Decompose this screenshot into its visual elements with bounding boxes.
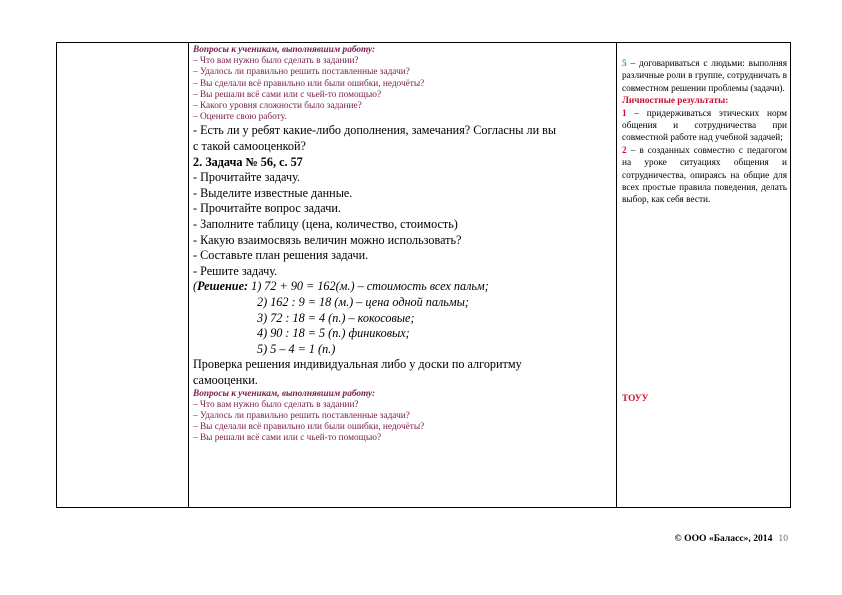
result-text: – придерживаться этических норм общения и сотрудничества при совместной работе над учебной задачей; bbox=[622, 108, 787, 144]
discussion-line: - Есть ли у ребят какие-либо дополнения, замечания? Согласны ли вы bbox=[193, 123, 557, 138]
discussion-line: с такой самооценкой? bbox=[193, 139, 306, 154]
questions-header: Вопросы к ученикам, выполнявшим работу: bbox=[193, 45, 376, 55]
question-item: – Оцените свою работу. bbox=[193, 112, 287, 123]
result-number: 1 bbox=[622, 108, 627, 119]
result-item bbox=[622, 58, 787, 95]
solution-step: 2) 162 : 9 = 18 (м.) – цена одной пальмы; bbox=[257, 294, 469, 309]
step-item: - Составьте план решения задачи. bbox=[193, 248, 369, 263]
question-item: – Вы решали всё сами или с чьей-то помощью? bbox=[193, 433, 382, 444]
solution-step: 3) 72 : 18 = 4 (п.) – кокосовые; bbox=[257, 310, 415, 325]
result-number: 2 bbox=[622, 145, 627, 156]
solution-step: 5) 5 – 4 = 1 (п.) bbox=[257, 341, 336, 356]
step-item: - Решите задачу. bbox=[193, 263, 278, 278]
question-item: – Какого уровня сложности было задание? bbox=[193, 101, 362, 112]
task-title: 2. Задача № 56, с. 57 bbox=[193, 154, 303, 169]
middle-column bbox=[188, 43, 617, 507]
lesson-table bbox=[56, 42, 791, 508]
copyright: © ООО «Баласс», 2014 bbox=[674, 533, 773, 544]
step-item: - Заполните таблицу (цена, количество, стоимость) bbox=[193, 216, 458, 231]
check-line: самооценки. bbox=[193, 372, 258, 387]
result-item bbox=[622, 108, 787, 145]
question-item: – Вы сделали всё правильно или были ошибки, недочёты? bbox=[193, 78, 425, 89]
right-column bbox=[617, 43, 792, 507]
solution-step: 4) 90 : 18 = 5 (п.) финиковых; bbox=[257, 326, 410, 341]
question-item: – Что вам нужно было сделать в задании? bbox=[193, 56, 359, 67]
question-item: – Вы сделали всё правильно или были ошибки, недочёты? bbox=[193, 422, 425, 433]
step-item: - Какую взаимосвязь величин можно использовать? bbox=[193, 232, 462, 247]
question-item: – Удалось ли правильно решить поставленные задачи? bbox=[193, 67, 410, 78]
page-footer bbox=[560, 533, 788, 544]
left-column bbox=[57, 43, 189, 507]
touu-label: ТОУУ bbox=[622, 394, 649, 404]
step-item: - Прочитайте задачу. bbox=[193, 170, 301, 185]
solution-step: 1) 72 + 90 = 162(м.) – стоимость всех пальм; bbox=[251, 279, 489, 294]
result-number: 5 bbox=[622, 59, 627, 69]
solution-prefix: Решение: bbox=[197, 279, 252, 294]
question-item: – Вы решали всё сами или с чьей-то помощью? bbox=[193, 89, 382, 100]
check-line: Проверка решения индивидуальная либо у доски по алгоритму bbox=[193, 357, 522, 372]
result-text: – договариваться с людьми: выполняя различные роли в группе, сотрудничать в совместном решении проблемы (задачи). bbox=[622, 59, 787, 94]
question-item: – Что вам нужно было сделать в задании? bbox=[193, 399, 359, 410]
result-item bbox=[622, 145, 787, 207]
personal-results-title: Личностные результаты: bbox=[622, 96, 729, 107]
solution-line: (Решение: 1) 72 + 90 = 162(м.) – стоимость всех пальм; bbox=[193, 279, 489, 294]
page-number: 10 bbox=[778, 533, 788, 544]
step-item: - Выделите известные данные. bbox=[193, 185, 353, 200]
step-item: - Прочитайте вопрос задачи. bbox=[193, 201, 341, 216]
question-item: – Удалось ли правильно решить поставленные задачи? bbox=[193, 410, 410, 421]
questions-header: Вопросы к ученикам, выполнявшим работу: bbox=[193, 388, 376, 399]
result-text: – в созданных совместно с педагогом на уроке ситуациях общения и сотрудничества, опираясь на общие для всех простые правила поведения, делать выбор, как себя вести. bbox=[622, 145, 787, 206]
